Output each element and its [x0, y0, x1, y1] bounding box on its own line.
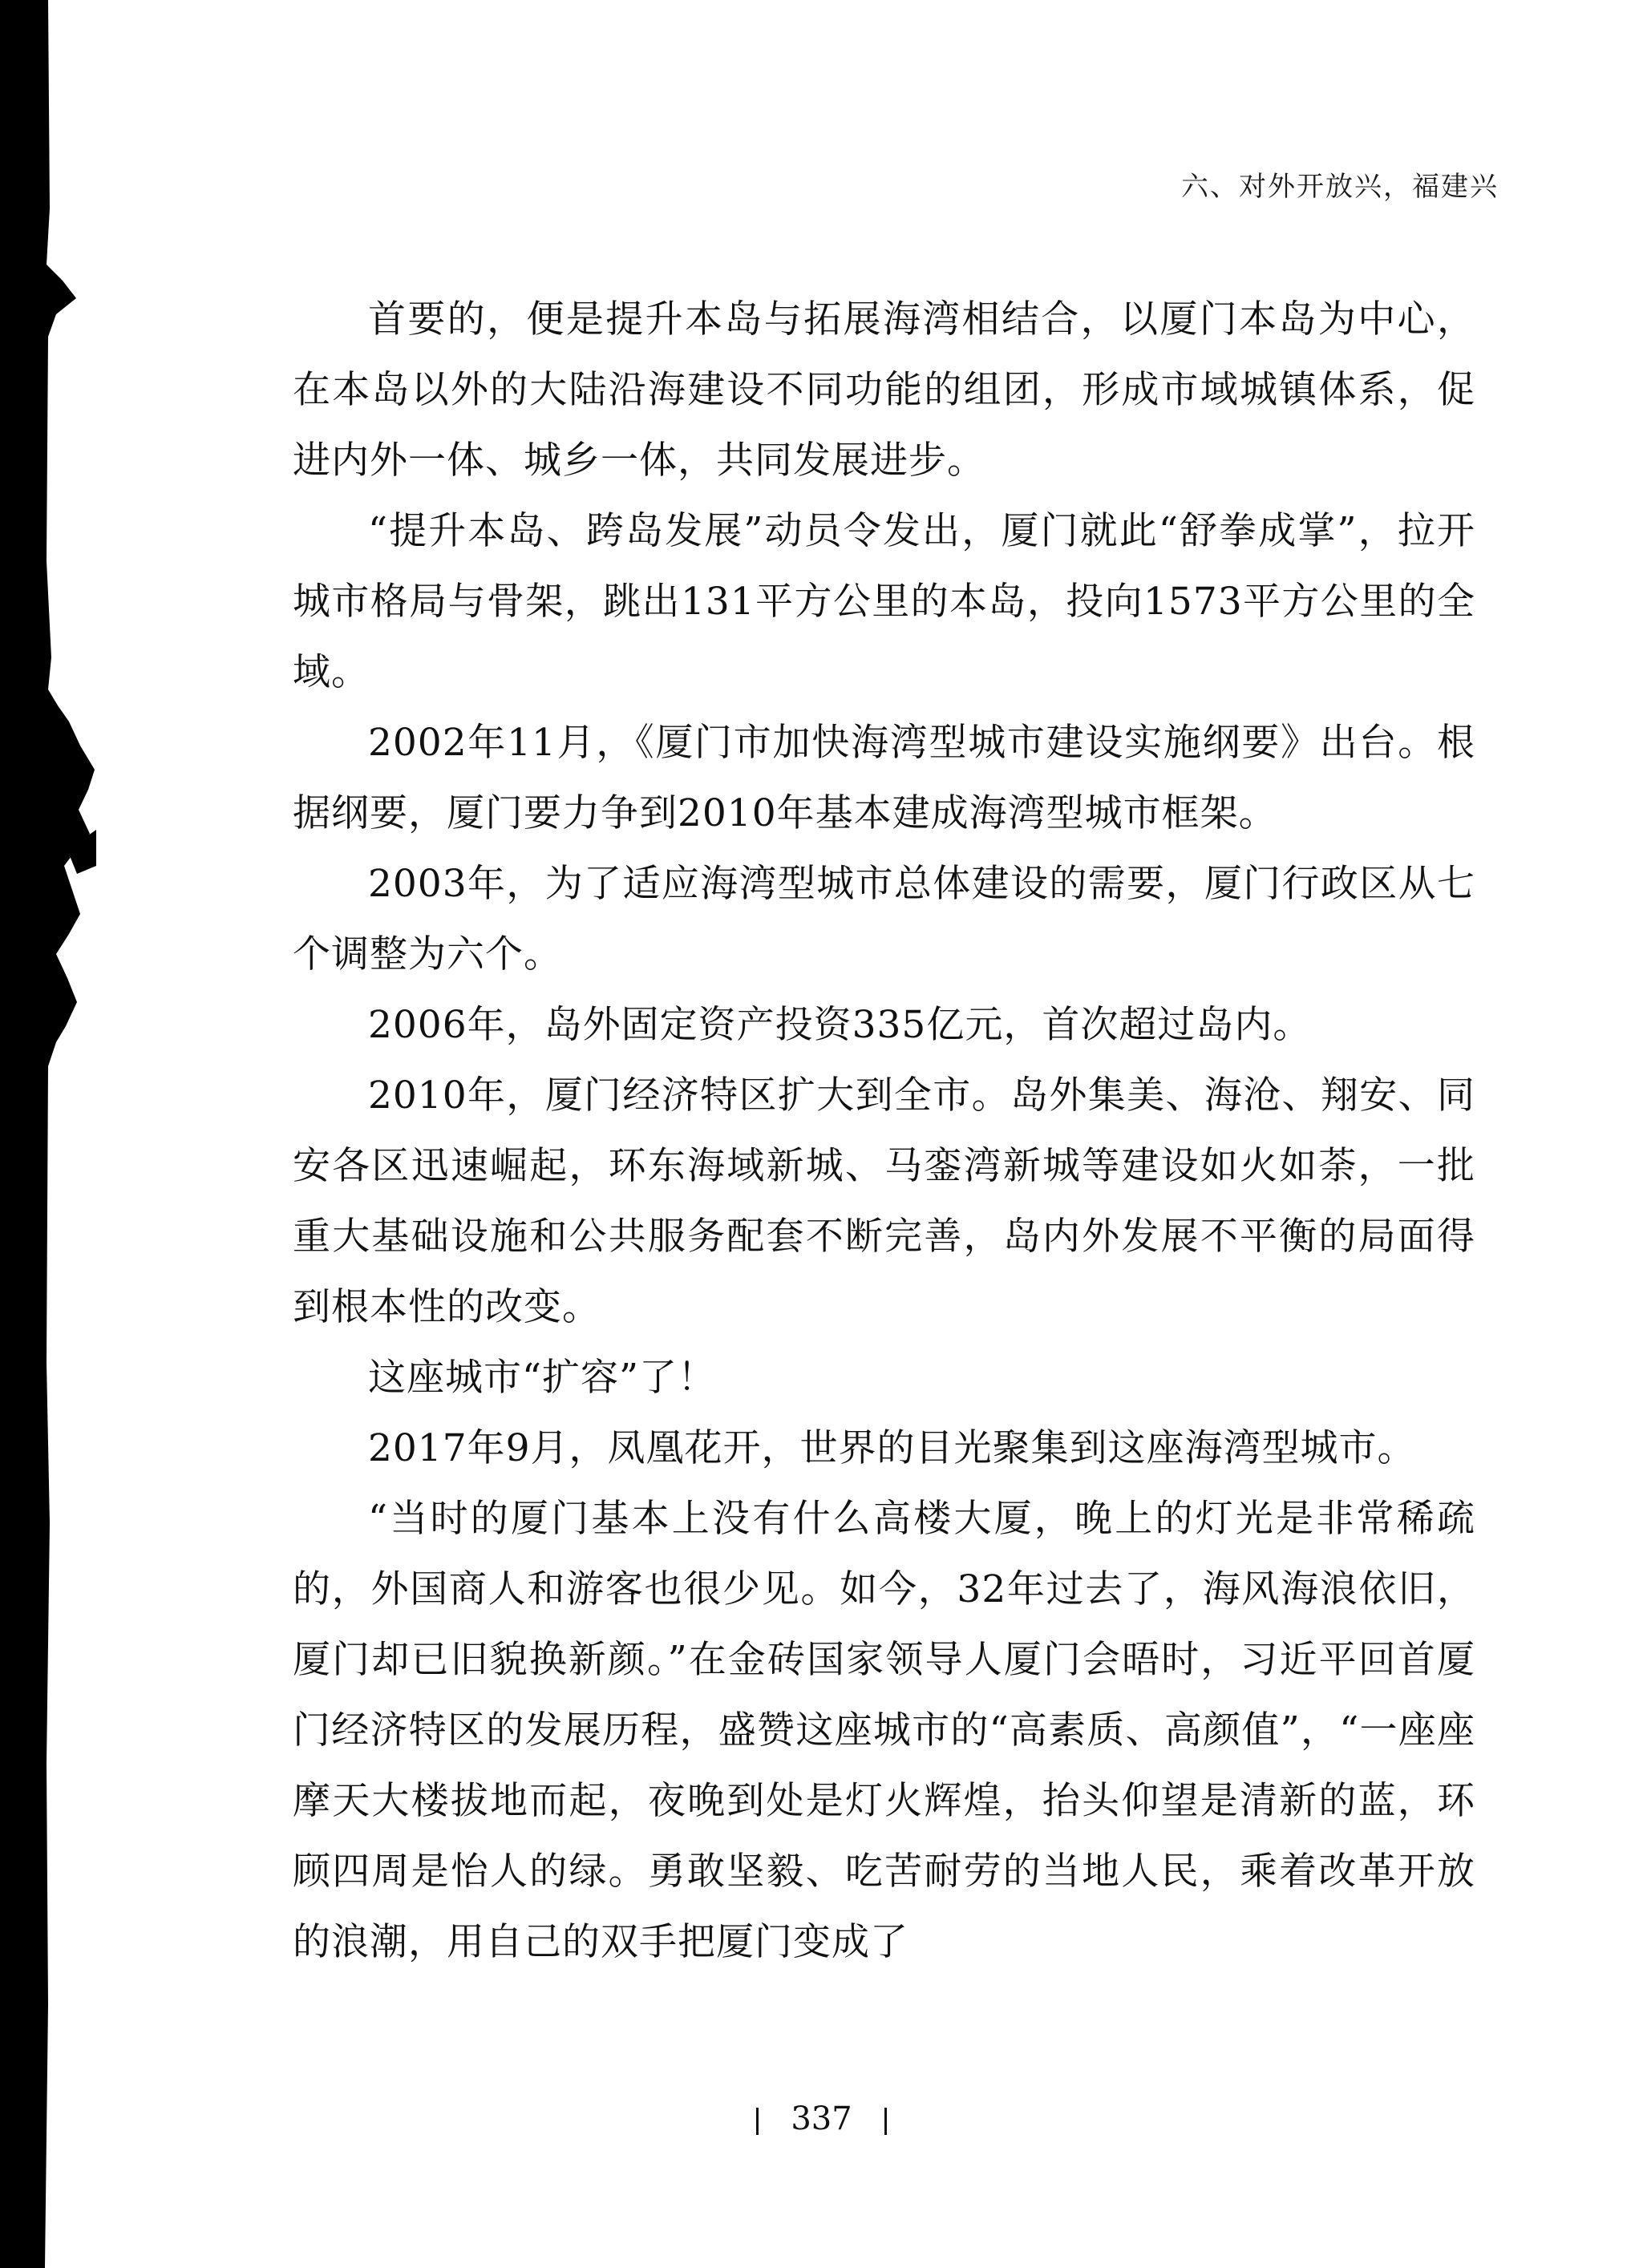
page-footer — [0, 2100, 1643, 2137]
paragraph-8: 2017年9月，凤凰花开，世界的目光聚集到这座海湾型城市。 — [368, 1426, 1416, 1470]
paragraph-3: 2002年11月，《厦门市加快海湾型城市建设实施纲要》出台。根据纲要，厦门要力争到2010年基本建成海湾型城市框架。 — [293, 721, 1475, 835]
paragraph-6: 2010年，厦门经济特区扩大到全市。岛外集美、海沧、翔安、同安各区迅速崛起，环东海域新城、马銮湾新城等建设如火如荼，一批重大基础设施和公共服务配套不断完善，岛内外发展不平衡的局面得到根本性的改变。 — [293, 1073, 1475, 1329]
folio-left-rule — [756, 2108, 759, 2135]
paragraph-5: 2006年，岛外固定资产投资335亿元，首次超过岛内。 — [368, 1003, 1312, 1047]
body-text — [293, 285, 1475, 1978]
folio-right-rule — [884, 2108, 887, 2135]
paragraph-2: “提升本岛、跨岛发展”动员令发出，厦门就此“舒拳成掌”，拉开城市格局与骨架，跳出131平方公里的本岛，投向1573平方公里的全域。 — [293, 509, 1475, 694]
running-header: 六、对外开放兴，福建兴 — [1181, 171, 1499, 203]
scanned-page-edge — [0, 0, 96, 2268]
page-number: 337 — [791, 2100, 852, 2137]
paragraph-4: 2003年，为了适应海湾型城市总体建设的需要，厦门行政区从七个调整为六个。 — [293, 862, 1475, 976]
paragraph-1: 首要的，便是提升本岛与拓展海湾相结合，以厦门本岛为中心，在本岛以外的大陆沿海建设不同功能的组团，形成市域城镇体系，促进内外一体、城乡一体，共同发展进步。 — [293, 297, 1475, 483]
paragraph-7: 这座城市“扩容”了！ — [368, 1356, 717, 1400]
paragraph-9: “当时的厦门基本上没有什么高楼大厦，晚上的灯光是非常稀疏的，外国商人和游客也很少见。如今，32年过去了，海风海浪依旧，厦门却已旧貌换新颜。”在金砖国家领导人厦门会晤时，习近平回首厦门经济特区的发展历程，盛赞这座城市的“高素质、高颜值”，“一座座摩天大楼拔地而起，夜晚到处是灯火辉煌，抬头仰望是清新的蓝，环顾四周是怡人的绿。勇敢坚毅、吃苦耐劳的当地人民，乘着改革开放的浪潮，用自己的双手把厦门变成了 — [293, 1497, 1475, 1964]
